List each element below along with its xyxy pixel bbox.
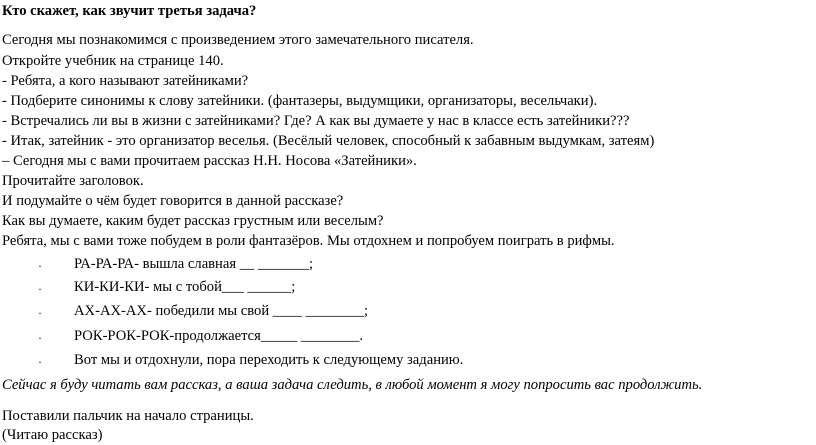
paragraph-line: – Сегодня мы с вами прочитаем рассказ Н.Н. Носова «Затейники». xyxy=(2,153,417,169)
paragraph-line: Ребята, мы с вами тоже побудем в роли фантазёров. Мы отдохнем и попробуем поиграть в рифмы. xyxy=(2,233,615,249)
paragraph-line: - Подберите синонимы к слову затейники. (фантазеры, выдумщики, организаторы, весельчаки). xyxy=(2,93,598,109)
paragraph-line: - Встречались ли вы в жизни с затейниками? Где? А как вы думаете у нас в классе есть затейники??? xyxy=(2,113,630,129)
paragraph-line: Как вы думаете, каким будет рассказ грустным или веселым? xyxy=(2,213,384,229)
paragraph-line: Сегодня мы познакомимся с произведением этого замечательного писателя. xyxy=(2,32,474,48)
italic-note: Сейчас я буду читать вам рассказ, а ваша задача следить, в любой момент я могу попросить вас продолжить. xyxy=(2,377,703,393)
rhyme-list-item: РА-РА-РА- вышла славная __ _______; xyxy=(74,256,314,272)
rhyme-list-item: КИ-КИ-КИ- мы с тобой___ ______; xyxy=(74,279,296,295)
task-heading: Кто скажет, как звучит третья задача? xyxy=(2,3,257,19)
rhyme-list-item: РОК-РОК-РОК-продолжается_____ ________. xyxy=(74,328,364,344)
rhyme-list-item: Вот мы и отдохнули, пора переходить к следующему заданию. xyxy=(74,352,464,368)
bullet-marker: · xyxy=(38,282,42,296)
closing-line: (Читаю рассказ) xyxy=(2,427,103,443)
paragraph-line: Прочитайте заголовок. xyxy=(2,173,144,189)
paragraph-line: - Итак, затейник - это организатор веселья. (Весёлый человек, способный к забавным выдумкам, затеям) xyxy=(2,133,655,149)
paragraph-line: - Ребята, а кого называют затейниками? xyxy=(2,73,249,89)
closing-line: Поставили пальчик на начало страницы. xyxy=(2,408,254,424)
rhyme-list-item: АХ-АХ-АХ- победили мы свой ____ ________; xyxy=(74,303,369,319)
paragraph-line: Откройте учебник на странице 140. xyxy=(2,53,224,69)
bullet-marker: · xyxy=(38,331,42,345)
bullet-marker: · xyxy=(38,259,42,273)
paragraph-line: И подумайте о чём будет говорится в данной рассказе? xyxy=(2,193,344,209)
bullet-marker: · xyxy=(38,306,42,320)
bullet-marker: · xyxy=(38,355,42,369)
